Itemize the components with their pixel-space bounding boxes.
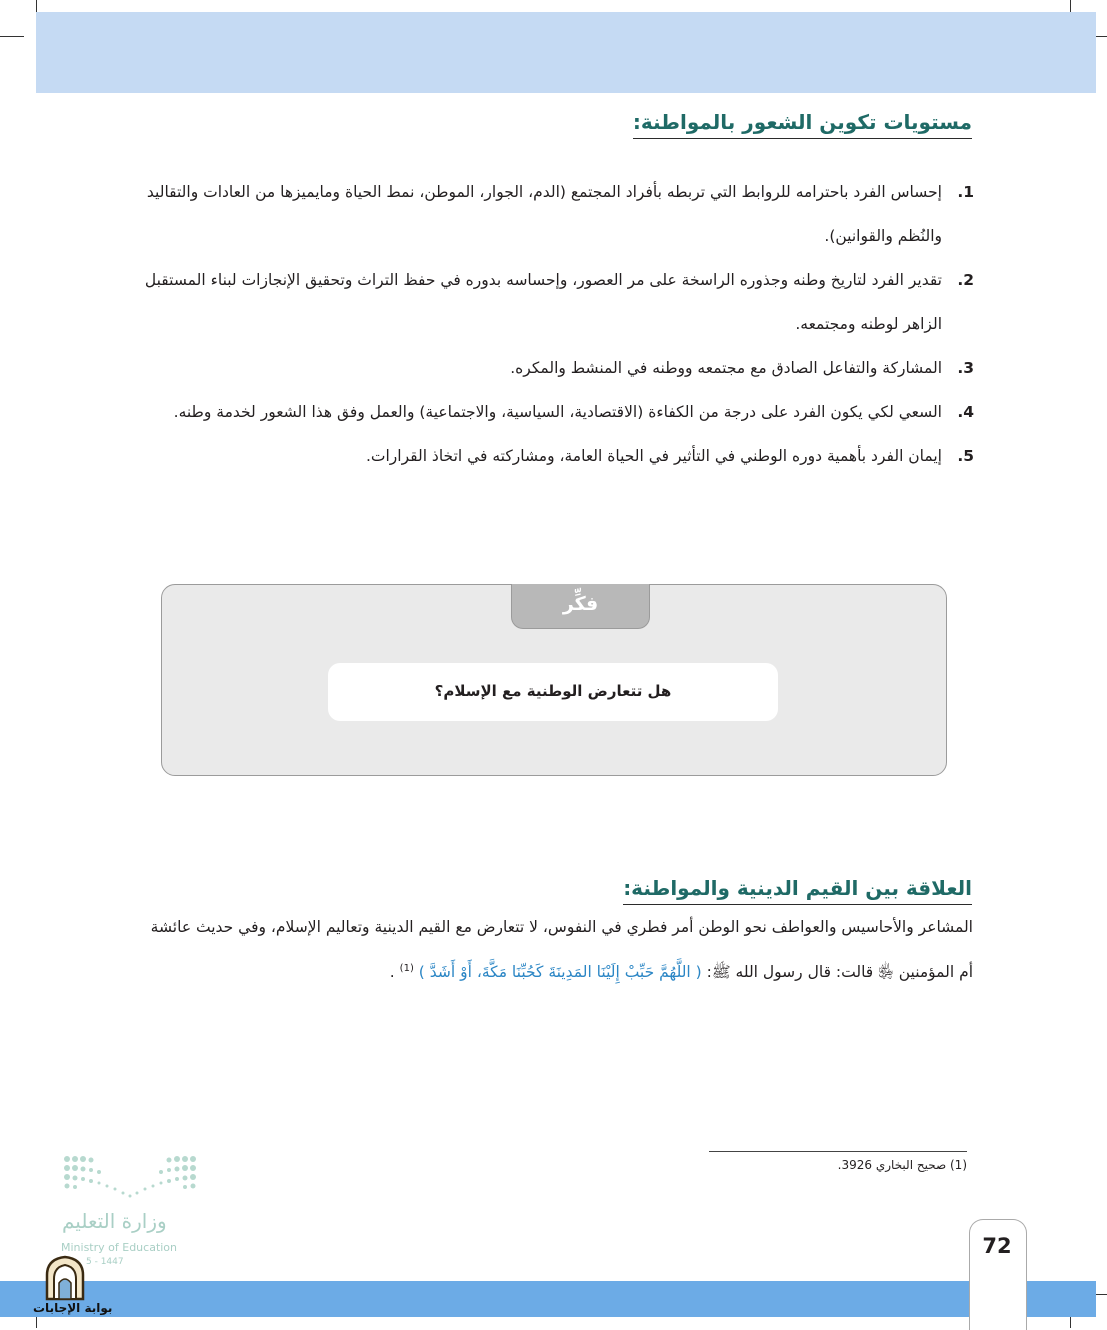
footer-band (0, 1281, 972, 1317)
watermark-label: بوابة الإجابات (33, 1301, 113, 1315)
footnote: (1) صحيح البخاري 3926. (837, 1158, 967, 1172)
section2-paragraph: المشاعر والأحاسيس والعواطف نحو الوطن أمر فطري في النفوس، لا تتعارض مع القيم الدينية وتعاليم الإسلام، وفي حديث عائشة أم المؤمنين ﵂ قالت: قال رسول الله ﷺ: ( اللَّهُمَّ حَبِّبْ إِلَيْنَا المَدِينَةَ كَحُبِّنَا مَكَّةَ، أَوْ أَشَدَّ ) $^{(1)}$ . (150, 918, 973, 982)
footer-band (1025, 1281, 1096, 1317)
footnote-divider (709, 1151, 967, 1152)
section-title-2: العلاقة بين القيم الدينية والمواطنة: (623, 876, 972, 905)
levels-list (134, 170, 974, 478)
ministry-name-arabic: وزارة التعليم (62, 1209, 167, 1233)
mosque-gate-icon (43, 1255, 87, 1301)
list-item: 5. إيمان الفرد بأهمية دوره الوطني في التأثير في الحياة العامة، ومشاركته في اتخاذ القرارات. (365, 447, 974, 465)
hadith-quote: ( اللَّهُمَّ حَبِّبْ إِلَيْنَا المَدِينَةَ كَحُبِّنَا مَكَّةَ، أَوْ أَشَدَّ ) (418, 963, 702, 982)
think-label: فكِّر (511, 584, 650, 629)
list-item: 1. إحساس الفرد باحترامه للروابط التي تربطه بأفراد المجتمع (الدم، الجوار، الموطن، نمط الحياة ومايميزها من العادات والتقاليد والنُظم والقوانين). (146, 183, 974, 245)
ministry-year: 5 - 1447 (86, 1257, 124, 1267)
think-question: هل تتعارض الوطنية مع الإسلام؟ (328, 663, 778, 721)
section-title: مستويات تكوين الشعور بالمواطنة: (633, 110, 972, 139)
crop-mark (0, 36, 24, 37)
footnote-ref: (1) (399, 963, 414, 974)
list-item: 4. السعي لكي يكون الفرد على درجة من الكفاءة (الاقتصادية، السياسية، والاجتماعية) والعمل وفق هذا الشعور لخدمة وطنه. (173, 403, 974, 421)
header-band (36, 12, 1096, 93)
page-number: 72 (982, 1234, 1012, 1258)
list-item: 3. المشاركة والتفاعل الصادق مع مجتمعه ووطنه في المنشط والمكره. (510, 359, 974, 377)
ministry-logo-icon (63, 1155, 197, 1199)
list-item: 2. تقدير الفرد لتاريخ وطنه وجذوره الراسخة على مر العصور، وإحساسه بدوره في حفظ التراث وتحقيق الإنجازات لبناء المستقبل الزاهر لوطنه ومجتمعه. (144, 271, 974, 333)
ministry-name-english: Ministry of Education (61, 1241, 178, 1254)
